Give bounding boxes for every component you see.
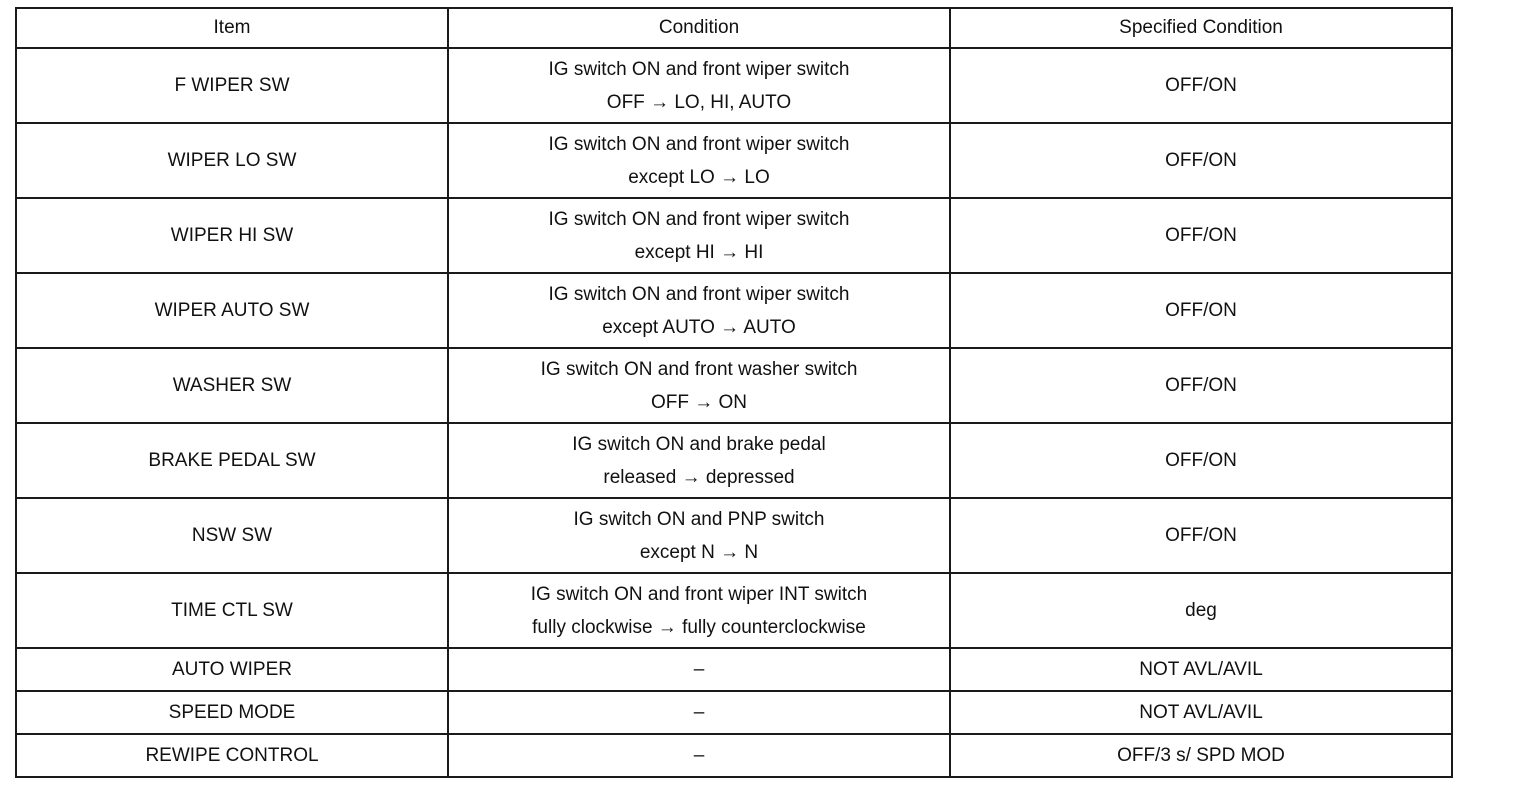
specified-condition-cell: OFF/3 s/ SPD MOD [950,734,1452,777]
header-row [16,8,1452,48]
table-row [16,648,1452,691]
condition-cell [448,734,950,777]
item-cell: WIPER HI SW [16,198,448,273]
specified-condition-cell: OFF/ON [950,123,1452,198]
condition-line: IG switch ON and PNP switch [573,508,825,530]
condition-line: released → depressed [603,466,795,488]
condition-cell [448,498,950,573]
condition-line: fully clockwise → fully counterclockwise [532,616,866,638]
item-cell: REWIPE CONTROL [16,734,448,777]
condition-line: except LO → LO [628,166,770,188]
condition-line: except AUTO → AUTO [602,316,796,338]
condition-cell [448,198,950,273]
item-cell: F WIPER SW [16,48,448,123]
table-row [16,423,1452,498]
table-row [16,273,1452,348]
condition-line: IG switch ON and front wiper INT switch [530,583,868,605]
specified-condition-cell: NOT AVL/AVIL [950,691,1452,734]
header-condition: Condition [448,8,950,48]
specified-condition-cell: OFF/ON [950,48,1452,123]
condition-cell [448,573,950,648]
condition-line: IG switch ON and front wiper switch [548,58,850,80]
header-specified-condition: Specified Condition [950,8,1452,48]
condition-line: OFF → ON [650,391,748,413]
specified-condition-cell: OFF/ON [950,498,1452,573]
condition-cell [448,348,950,423]
condition-line: – [693,745,705,766]
condition-line: IG switch ON and brake pedal [572,433,826,455]
item-cell: NSW SW [16,498,448,573]
table-row [16,123,1452,198]
condition-line: except N → N [639,541,759,563]
condition-line: except HI → HI [634,241,764,263]
table-row [16,198,1452,273]
condition-cell [448,48,950,123]
condition-cell [448,648,950,691]
specification-table [15,7,1453,778]
table-row [16,348,1452,423]
specified-condition-cell: OFF/ON [950,348,1452,423]
item-cell: WIPER LO SW [16,123,448,198]
condition-cell [448,691,950,734]
table-row [16,498,1452,573]
specified-condition-cell: OFF/ON [950,423,1452,498]
specified-condition-cell: deg [950,573,1452,648]
condition-cell [448,123,950,198]
item-cell: AUTO WIPER [16,648,448,691]
item-cell: WASHER SW [16,348,448,423]
header-item: Item [16,8,448,48]
condition-line: IG switch ON and front wiper switch [548,208,850,230]
table-row [16,691,1452,734]
condition-line: IG switch ON and front wiper switch [548,283,850,305]
item-cell: WIPER AUTO SW [16,273,448,348]
condition-line: IG switch ON and front washer switch [540,358,858,380]
condition-line: – [693,659,705,680]
item-cell: SPEED MODE [16,691,448,734]
table-row [16,573,1452,648]
condition-cell [448,273,950,348]
condition-cell [448,423,950,498]
table-body [16,48,1452,777]
item-cell: TIME CTL SW [16,573,448,648]
condition-line: IG switch ON and front wiper switch [548,133,850,155]
condition-line: – [693,702,705,723]
specified-condition-cell: OFF/ON [950,198,1452,273]
specified-condition-cell: NOT AVL/AVIL [950,648,1452,691]
table-row [16,48,1452,123]
table-row [16,734,1452,777]
specified-condition-cell: OFF/ON [950,273,1452,348]
item-cell: BRAKE PEDAL SW [16,423,448,498]
condition-line: OFF → LO, HI, AUTO [606,91,792,113]
